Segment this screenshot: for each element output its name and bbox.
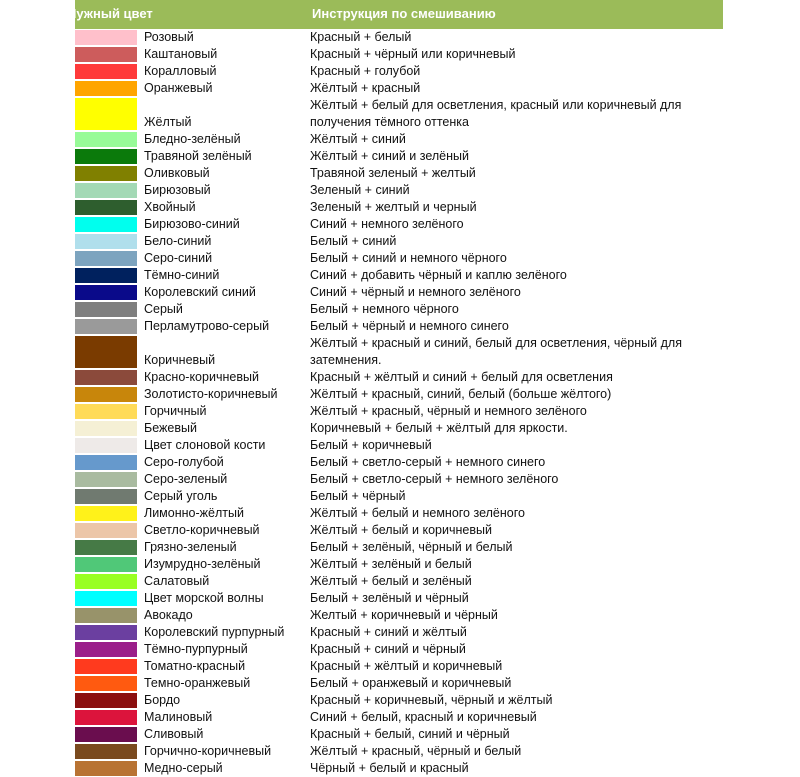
mixing-instruction: Белый + светло-серый + немного синего [310, 455, 546, 469]
table-row [0, 573, 800, 590]
color-name: Серый [144, 302, 183, 316]
color-swatch [75, 336, 137, 368]
mixing-instruction: Жёлтый + синий и зелёный [310, 149, 469, 163]
color-swatch [75, 489, 137, 504]
mixing-instruction: Жёлтый + белый для осветления, красный или коричневый для получения тёмного оттенка [310, 98, 682, 129]
mixing-instruction: Красный + коричневый, чёрный и жёлтый [310, 693, 553, 707]
color-swatch [75, 370, 137, 385]
color-swatch [75, 540, 137, 555]
mixing-instruction: Синий + добавить чёрный и каплю зелёного [310, 268, 567, 282]
mixing-instruction: Красный + синий и жёлтый [310, 625, 467, 639]
color-swatch [75, 472, 137, 487]
color-name: Изумрудно-зелёный [144, 557, 261, 571]
table-header [67, 0, 723, 29]
color-name: Авокадо [144, 608, 193, 622]
table-row [0, 131, 800, 148]
color-swatch [75, 251, 137, 266]
mixing-instruction: Белый + синий [310, 234, 397, 248]
mixing-instruction: Коричневый + белый + жёлтый для яркости. [310, 421, 568, 435]
color-swatch [75, 234, 137, 249]
color-swatch [75, 659, 137, 674]
color-swatch [75, 319, 137, 334]
table-row [0, 726, 800, 743]
table-row [0, 641, 800, 658]
mixing-instruction: Синий + немного зелёного [310, 217, 464, 231]
table-row [0, 46, 800, 63]
table-row [0, 216, 800, 233]
table-row [0, 233, 800, 250]
table-row [0, 505, 800, 522]
color-name: Серо-синий [144, 251, 213, 265]
table-row [0, 318, 800, 335]
color-name: Салатовый [144, 574, 210, 588]
mixing-instruction: Жёлтый + красный, синий, белый (больше жёлтого) [310, 387, 612, 401]
color-name: Травяной зелёный [144, 149, 252, 163]
table-row [0, 267, 800, 284]
color-name: Горчично-коричневый [144, 744, 272, 758]
color-name: Медно-серый [144, 761, 223, 775]
table-row [0, 80, 800, 97]
color-name: Темно-оранжевый [144, 676, 251, 690]
table-row [0, 607, 800, 624]
table-row [0, 301, 800, 318]
color-swatch [75, 421, 137, 436]
table-row [0, 335, 800, 369]
color-swatch [75, 625, 137, 640]
mixing-instruction: Жёлтый + синий [310, 132, 406, 146]
color-swatch [75, 438, 137, 453]
color-name: Королевский пурпурный [144, 625, 285, 639]
color-swatch [75, 302, 137, 317]
color-name: Золотисто-коричневый [144, 387, 278, 401]
color-name: Грязно-зеленый [144, 540, 237, 554]
mixing-instruction: Белый + коричневый [310, 438, 432, 452]
mixing-instruction: Белый + чёрный [310, 489, 406, 503]
color-name: Коричневый [144, 353, 216, 367]
color-swatch [75, 761, 137, 776]
mixing-instruction: Красный + жёлтый и коричневый [310, 659, 503, 673]
color-name: Цвет морской волны [144, 591, 264, 605]
color-name: Томатно-красный [144, 659, 246, 673]
color-name: Перламутрово-серый [144, 319, 270, 333]
mixing-instruction: Зеленый + синий [310, 183, 410, 197]
color-name: Бирюзово-синий [144, 217, 240, 231]
color-name: Королевский синий [144, 285, 256, 299]
table-row [0, 437, 800, 454]
table-row [0, 97, 800, 131]
color-name: Оранжевый [144, 81, 213, 95]
color-swatch [75, 200, 137, 215]
color-name: Хвойный [144, 200, 196, 214]
mixing-instruction: Жёлтый + красный, чёрный и белый [310, 744, 522, 758]
color-swatch [75, 285, 137, 300]
color-swatch [75, 642, 137, 657]
color-swatch [75, 608, 137, 623]
mixing-instruction: Красный + голубой [310, 64, 421, 78]
mixing-instruction: Белый + зелёный и чёрный [310, 591, 469, 605]
color-swatch [75, 676, 137, 691]
table-row [0, 743, 800, 760]
color-swatch [75, 523, 137, 538]
color-name: Серо-голубой [144, 455, 224, 469]
mixing-instruction: Травяной зеленый + желтый [310, 166, 476, 180]
color-name: Розовый [144, 30, 194, 44]
color-name: Серо-зеленый [144, 472, 228, 486]
color-swatch [75, 693, 137, 708]
color-swatch [75, 64, 137, 79]
color-name: Цвет слоновой кости [144, 438, 266, 452]
table-row [0, 709, 800, 726]
table-row [0, 692, 800, 709]
table-row [0, 63, 800, 80]
table-row [0, 590, 800, 607]
color-swatch [75, 30, 137, 45]
mixing-instruction: Жёлтый + белый и зелёный [310, 574, 472, 588]
color-swatch [75, 557, 137, 572]
color-name: Малиновый [144, 710, 213, 724]
color-name: Бирюзовый [144, 183, 211, 197]
table-row [0, 165, 800, 182]
color-name: Оливковый [144, 166, 210, 180]
mixing-instruction: Белый + чёрный и немного синего [310, 319, 509, 333]
header-instruction-column: Инструкция по смешиванию [312, 6, 496, 21]
table-row [0, 624, 800, 641]
color-swatch [75, 149, 137, 164]
color-name: Тёмно-пурпурный [144, 642, 248, 656]
table-row [0, 420, 800, 437]
mixing-instruction: Жёлтый + белый и немного зелёного [310, 506, 525, 520]
table-row [0, 539, 800, 556]
color-name: Коралловый [144, 64, 217, 78]
table-row [0, 454, 800, 471]
color-name: Лимонно-жёлтый [144, 506, 244, 520]
mixing-instruction: Жёлтый + красный, чёрный и немного зелёного [310, 404, 587, 418]
mixing-instruction: Белый + синий и немного чёрного [310, 251, 507, 265]
mixing-instruction: Белый + немного чёрного [310, 302, 459, 316]
color-name: Жёлтый [144, 115, 192, 129]
color-name: Тёмно-синий [144, 268, 220, 282]
color-name: Горчичный [144, 404, 207, 418]
color-swatch [75, 132, 137, 147]
mixing-instruction: Красный + жёлтый и синий + белый для осветления [310, 370, 613, 384]
mixing-instruction: Белый + оранжевый и коричневый [310, 676, 512, 690]
mixing-instruction: Жёлтый + белый и коричневый [310, 523, 492, 537]
color-swatch [75, 404, 137, 419]
table-row [0, 386, 800, 403]
color-swatch [75, 455, 137, 470]
color-name: Каштановый [144, 47, 218, 61]
mixing-instruction: Чёрный + белый и красный [310, 761, 469, 775]
color-name: Красно-коричневый [144, 370, 259, 384]
mixing-instruction: Зеленый + желтый и черный [310, 200, 477, 214]
color-swatch [75, 98, 137, 130]
mixing-instruction: Синий + чёрный и немного зелёного [310, 285, 521, 299]
table-row [0, 522, 800, 539]
color-name: Бежевый [144, 421, 197, 435]
color-swatch [75, 710, 137, 725]
mixing-instruction: Жёлтый + красный [310, 81, 421, 95]
table-row [0, 199, 800, 216]
mixing-instruction: Желтый + коричневый и чёрный [310, 608, 498, 622]
color-swatch [75, 574, 137, 589]
color-swatch [75, 727, 137, 742]
table-row [0, 250, 800, 267]
mixing-instruction: Жёлтый + красный и синий, белый для осветления, чёрный для затемнения. [310, 336, 682, 367]
table-row [0, 556, 800, 573]
color-swatch [75, 217, 137, 232]
header-color-column: Нужный цвет [67, 6, 153, 21]
table-row [0, 369, 800, 386]
color-swatch [75, 744, 137, 759]
color-swatch [75, 387, 137, 402]
color-name: Бордо [144, 693, 181, 707]
table-row [0, 658, 800, 675]
mixing-instruction: Красный + чёрный или коричневый [310, 47, 516, 61]
table-row [0, 471, 800, 488]
color-name: Серый уголь [144, 489, 218, 503]
color-name: Бело-синий [144, 234, 212, 248]
color-swatch [75, 81, 137, 96]
mixing-instruction: Красный + белый, синий и чёрный [310, 727, 510, 741]
color-swatch [75, 183, 137, 198]
table-row [0, 148, 800, 165]
color-swatch [75, 591, 137, 606]
table-row [0, 403, 800, 420]
table-row [0, 182, 800, 199]
mixing-instruction: Белый + светло-серый + немного зелёного [310, 472, 559, 486]
mixing-instruction: Белый + зелёный, чёрный и белый [310, 540, 513, 554]
color-name: Бледно-зелёный [144, 132, 241, 146]
color-swatch [75, 268, 137, 283]
color-name: Светло-коричневый [144, 523, 260, 537]
mixing-instruction: Красный + синий и чёрный [310, 642, 466, 656]
mixing-instruction: Синий + белый, красный и коричневый [310, 710, 537, 724]
color-swatch [75, 506, 137, 521]
table-row [0, 29, 800, 46]
mixing-instruction: Жёлтый + зелёный и белый [310, 557, 472, 571]
color-name: Сливовый [144, 727, 204, 741]
table-row [0, 760, 800, 777]
color-swatch [75, 47, 137, 62]
table-row [0, 284, 800, 301]
color-swatch [75, 166, 137, 181]
mixing-instruction: Красный + белый [310, 30, 412, 44]
table-row [0, 488, 800, 505]
table-row [0, 675, 800, 692]
